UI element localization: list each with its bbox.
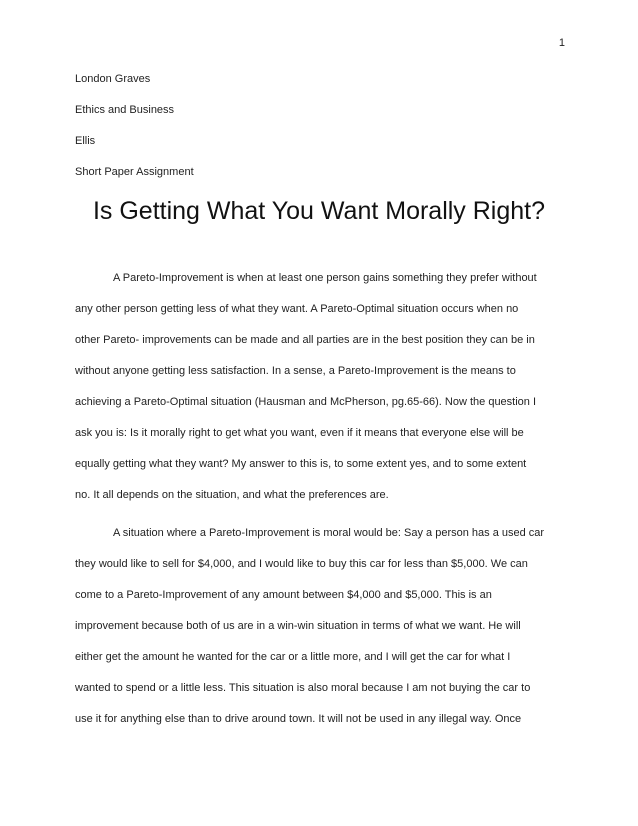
paragraph-line: A Pareto-Improvement is when at least one person gains something they prefer without xyxy=(113,272,537,284)
paragraph-line: ask you is: Is it morally right to get what you want, even if it means that everyone else will be xyxy=(75,427,524,439)
paragraph-line: other Pareto- improvements can be made and all parties are in the best position they can be in xyxy=(75,334,535,346)
paragraph-1 xyxy=(75,272,560,520)
paragraph-line: equally getting what they want? My answer to this is, to some extent yes, and to some extent xyxy=(75,458,527,470)
course-name: Ethics and Business xyxy=(75,104,175,116)
author-name: London Graves xyxy=(75,73,151,85)
paragraph-2 xyxy=(75,527,560,744)
paragraph-line: they would like to sell for $4,000, and I would like to buy this car for less than $5,000. We can xyxy=(75,558,528,570)
paragraph-line: wanted to spend or a little less. This situation is also moral because I am not buying the car to xyxy=(75,682,531,694)
paragraph-line: use it for anything else than to drive around town. It will not be used in any illegal way. Once xyxy=(75,713,522,725)
paragraph-line: A situation where a Pareto-Improvement is moral would be: Say a person has a used car xyxy=(113,527,545,539)
paper-header xyxy=(75,73,555,197)
paragraph-line: improvement because both of us are in a win-win situation in terms of what we want. He will xyxy=(75,620,521,632)
paragraph-line: achieving a Pareto-Optimal situation (Hausman and McPherson, pg.65-66). Now the question I xyxy=(75,396,537,408)
paper-title: Is Getting What You Want Morally Right? xyxy=(92,197,546,225)
page-number: 1 xyxy=(558,37,565,49)
paragraph-line: come to a Pareto-Improvement of any amount between $4,000 and $5,000. This is an xyxy=(75,589,492,601)
paragraph-line: any other person getting less of what they want. A Pareto-Optimal situation occurs when no xyxy=(75,303,519,315)
instructor-name: Ellis xyxy=(75,135,96,147)
paragraph-line: without anyone getting less satisfaction. In a sense, a Pareto-Improvement is the means to xyxy=(75,365,516,377)
paragraph-line: no. It all depends on the situation, and what the preferences are. xyxy=(75,489,389,501)
assignment-name: Short Paper Assignment xyxy=(75,166,194,178)
paragraph-line: either get the amount he wanted for the car or a little more, and I will get the car for what I xyxy=(75,651,511,663)
